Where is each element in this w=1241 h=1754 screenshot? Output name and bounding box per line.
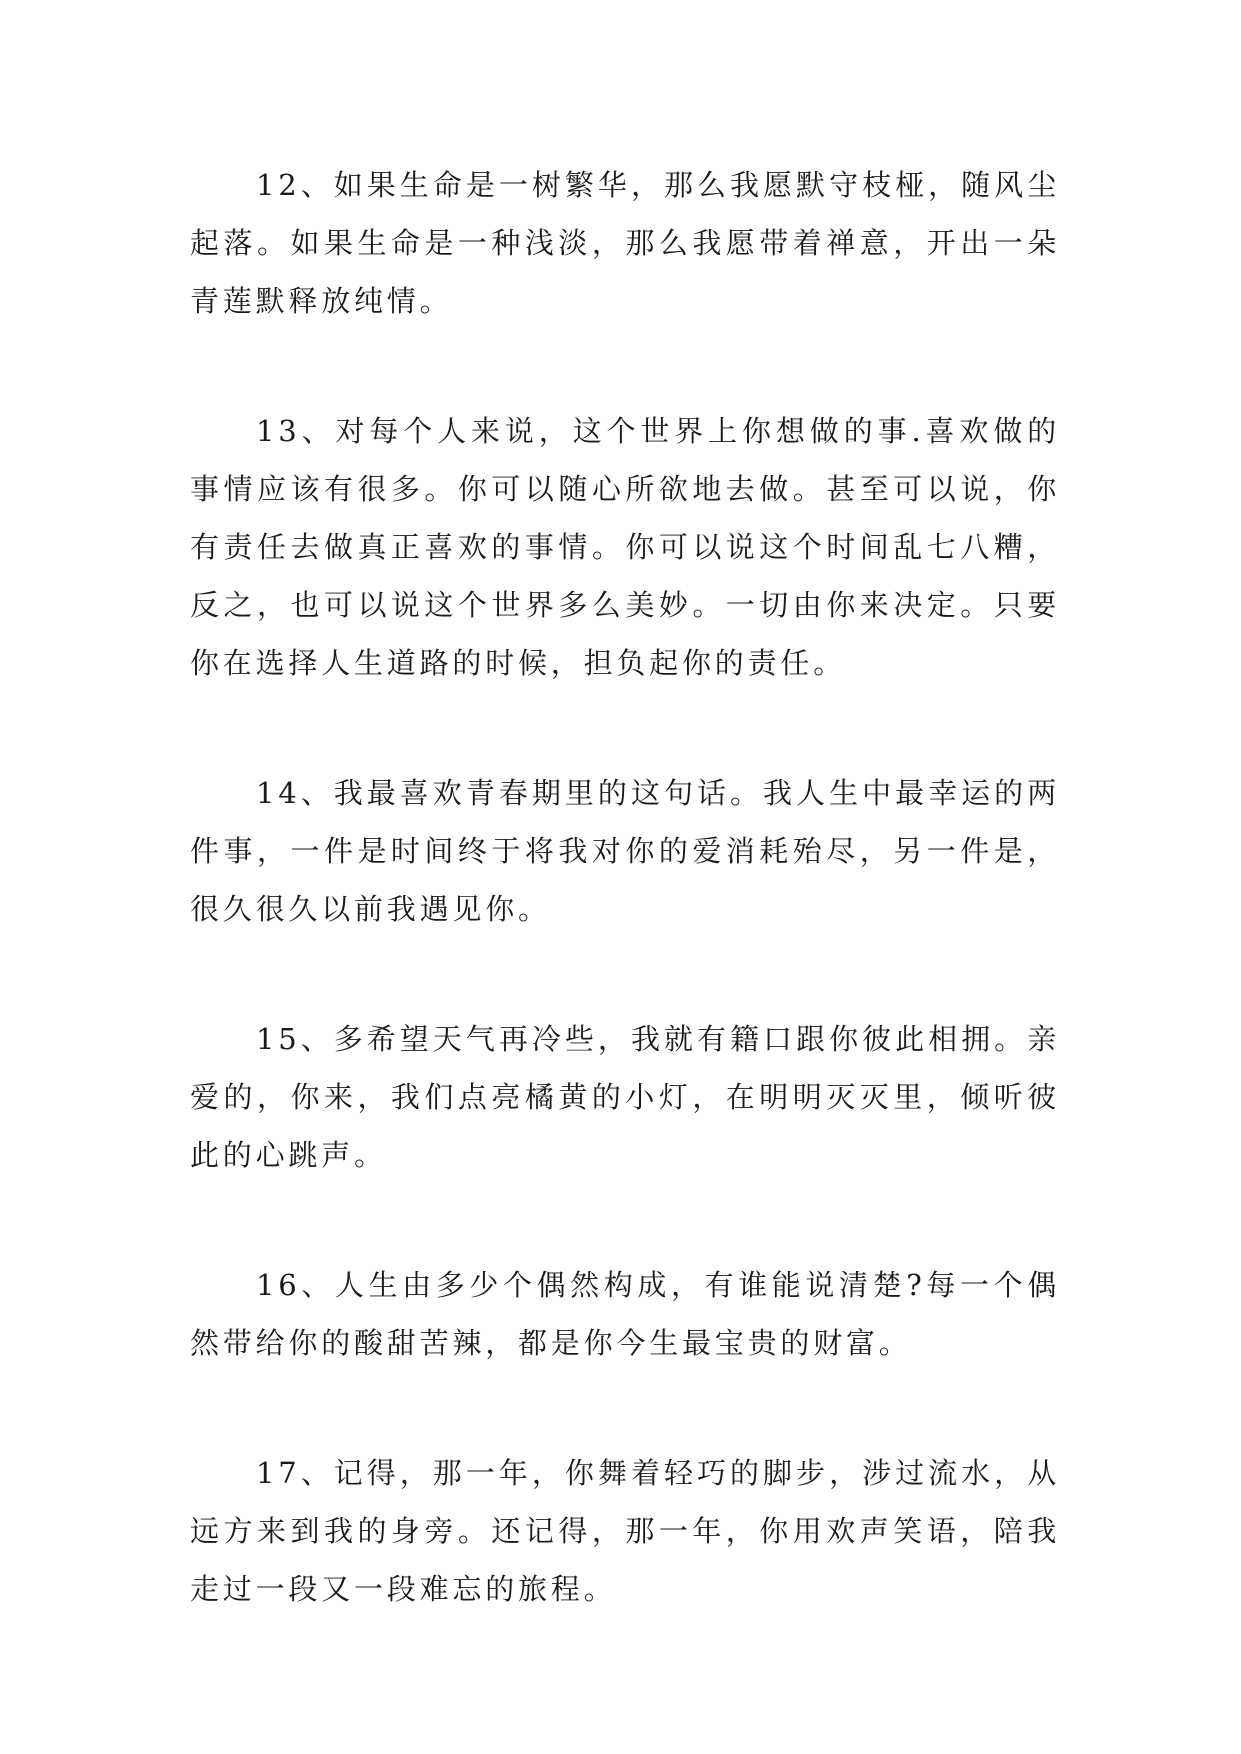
document-body — [190, 156, 1060, 1690]
paragraph-15: 15、多希望天气再冷些，我就有籍口跟你彼此相拥。亲爱的，你来，我们点亮橘黄的小灯，在明明灭灭里，倾听彼此的心跳声。 — [190, 1022, 1060, 1172]
paragraph-16: 16、人生由多少个偶然构成，有谁能说清楚?每一个偶然带给你的酸甜苦辣，都是你今生最宝贵的财富。 — [190, 1268, 1060, 1360]
paragraph-17: 17、记得，那一年，你舞着轻巧的脚步，涉过流水，从远方来到我的身旁。还记得，那一年，你用欢声笑语，陪我走过一段又一段难忘的旅程。 — [190, 1456, 1060, 1606]
paragraph-13: 13、对每个人来说，这个世界上你想做的事.喜欢做的事情应该有很多。你可以随心所欲地去做。甚至可以说，你有责任去做真正喜欢的事情。你可以说这个时间乱七八糟，反之，也可以说这个世界多么美妙。一切由你来决定。只要你在选择人生道路的时候，担负起你的责任。 — [190, 414, 1060, 680]
paragraph-14: 14、我最喜欢青春期里的这句话。我人生中最幸运的两件事，一件是时间终于将我对你的爱消耗殆尽，另一件是，很久很久以前我遇见你。 — [190, 776, 1060, 926]
paragraph-12: 12、如果生命是一树繁华，那么我愿默守枝桠，随风尘起落。如果生命是一种浅淡，那么我愿带着禅意，开出一朵青莲默释放纯情。 — [190, 168, 1060, 318]
